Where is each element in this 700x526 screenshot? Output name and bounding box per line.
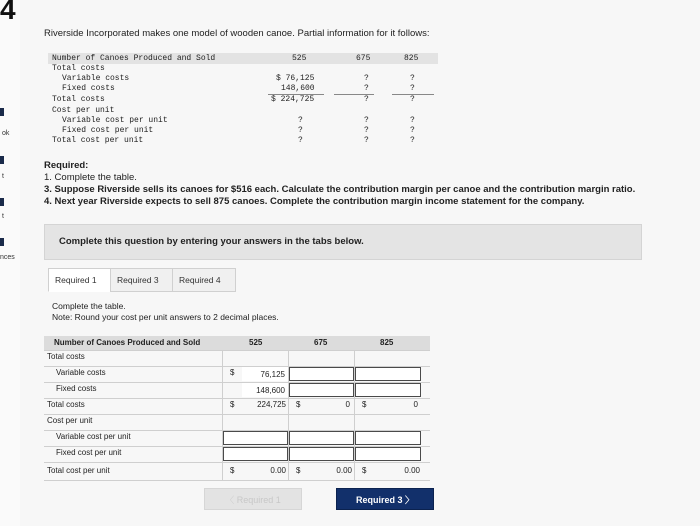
input-fixed-cost-per-unit-825[interactable] xyxy=(355,447,421,461)
prev-required-button[interactable]: 〈 Required 1 xyxy=(204,488,302,510)
input-variable-costs-825[interactable] xyxy=(355,367,421,381)
label-total-cost-per-unit: Total cost per unit xyxy=(47,466,110,475)
input-variable-costs-675[interactable] xyxy=(289,367,354,381)
label-variable-costs: Variable costs xyxy=(56,368,106,377)
input-fixed-costs-675[interactable] xyxy=(289,383,354,397)
currency-symbol: $ xyxy=(296,400,301,409)
strip-marker xyxy=(0,198,4,206)
required-heading: Required: xyxy=(44,160,89,171)
given-cell: ? xyxy=(410,95,415,104)
tab-required-3[interactable]: Required 3 xyxy=(110,268,174,292)
total-costs-825: 0 xyxy=(413,400,418,409)
tab-note xyxy=(52,301,279,323)
tab-required-4[interactable]: Required 4 xyxy=(172,268,236,292)
given-row-label: Variable costs xyxy=(62,74,130,83)
total-cost-per-unit-525: 0.00 xyxy=(270,466,286,475)
given-header-label: Number of Canoes Produced and Sold xyxy=(52,54,216,63)
grid-line xyxy=(44,414,430,415)
currency-symbol: $ xyxy=(362,400,367,409)
input-variable-costs-525[interactable]: 76,125 xyxy=(242,367,288,381)
left-strip xyxy=(0,0,20,526)
total-cost-per-unit-675: 0.00 xyxy=(336,466,352,475)
question-number: 4 xyxy=(0,0,16,25)
given-row-label: Fixed costs xyxy=(62,84,115,93)
given-col-525: 525 xyxy=(292,54,307,63)
total-costs-525: 224,725 xyxy=(257,400,286,409)
total-cost-per-unit-825: 0.00 xyxy=(404,466,420,475)
currency-symbol: $ xyxy=(230,368,235,377)
given-cell: ? xyxy=(364,95,369,104)
answer-header-label: Number of Canoes Produced and Sold xyxy=(54,338,201,347)
next-required-button[interactable]: Required 3 〉 xyxy=(336,488,434,510)
instructions-box xyxy=(44,224,642,260)
input-fixed-cost-per-unit-675[interactable] xyxy=(289,447,354,461)
grid-line xyxy=(44,480,430,481)
answer-col-525: 525 xyxy=(249,338,263,347)
given-cell: ? xyxy=(410,126,415,135)
given-row-label: Cost per unit xyxy=(52,106,115,115)
tab-required-1[interactable]: Required 1 xyxy=(48,268,112,292)
label-total-costs-heading: Total costs xyxy=(47,352,85,361)
required-item-1: 1. Complete the table. xyxy=(44,172,137,183)
given-cell: ? xyxy=(364,84,369,93)
label-total-costs: Total costs xyxy=(47,400,85,409)
strip-label-2[interactable]: t xyxy=(2,213,4,220)
strip-marker xyxy=(0,238,4,246)
strip-label-4[interactable]: nces xyxy=(0,254,15,261)
grid-line xyxy=(44,350,430,351)
label-cost-per-unit: Cost per unit xyxy=(47,416,93,425)
note-line-2: Note: Round your cost per unit answers to 2 decimal places. xyxy=(52,312,279,322)
given-cell: ? xyxy=(298,116,303,125)
underline xyxy=(392,94,434,95)
strip-label-1[interactable]: ok xyxy=(2,130,10,137)
given-cell: ? xyxy=(364,74,369,83)
currency-symbol: $ xyxy=(362,466,367,475)
underline xyxy=(268,94,324,95)
label-fixed-cost-per-unit: Fixed cost per unit xyxy=(56,448,122,457)
given-row-label: Total costs xyxy=(52,95,105,104)
given-col-675: 675 xyxy=(356,54,371,63)
grid-line xyxy=(44,398,430,399)
given-cell: ? xyxy=(364,136,369,145)
given-cell: ? xyxy=(410,116,415,125)
required-item-4: 4. Next year Riverside expects to sell 875 canoes. Complete the contribution margin income statement for the company. xyxy=(44,196,585,207)
input-var-cost-per-unit-525[interactable] xyxy=(223,431,288,445)
given-cell: ? xyxy=(298,126,303,135)
grid-line xyxy=(44,462,430,463)
input-var-cost-per-unit-675[interactable] xyxy=(289,431,354,445)
instructions-text: Complete this question by entering your answers in the tabs below. xyxy=(59,236,364,247)
note-line-1: Complete the table. xyxy=(52,301,126,311)
given-cell: ? xyxy=(364,116,369,125)
given-row-label: Total costs xyxy=(52,64,105,73)
given-cell: ? xyxy=(410,84,415,93)
intro-text: Riverside Incorporated makes one model of wooden canoe. Partial information for it follows: xyxy=(44,28,430,39)
input-var-cost-per-unit-825[interactable] xyxy=(355,431,421,445)
given-cell: ? xyxy=(410,74,415,83)
underline xyxy=(334,94,374,95)
currency-symbol: $ xyxy=(230,466,235,475)
given-row-label: Fixed cost per unit xyxy=(62,126,154,135)
given-cell: ? xyxy=(410,136,415,145)
given-cell: 148,600 xyxy=(281,84,315,93)
strip-marker xyxy=(0,108,4,116)
required-section xyxy=(44,160,635,208)
answer-col-675: 675 xyxy=(314,338,328,347)
answer-col-825: 825 xyxy=(380,338,394,347)
given-row-label: Variable cost per unit xyxy=(62,116,168,125)
given-cell: ? xyxy=(298,136,303,145)
input-fixed-costs-525[interactable]: 148,600 xyxy=(242,383,288,397)
input-fixed-cost-per-unit-525[interactable] xyxy=(223,447,288,461)
strip-label-0[interactable]: t xyxy=(2,173,4,180)
given-row-label: Total cost per unit xyxy=(52,136,144,145)
label-variable-cost-per-unit: Variable cost per unit xyxy=(56,432,131,441)
given-cell: $ 76,125 xyxy=(276,74,315,83)
given-cell: $ 224,725 xyxy=(271,95,315,104)
currency-symbol: $ xyxy=(296,466,301,475)
strip-marker xyxy=(0,156,4,164)
required-item-3: 3. Suppose Riverside sells its canoes for $516 each. Calculate the contribution margin per canoe and the contribution margin ratio. xyxy=(44,184,636,195)
input-fixed-costs-825[interactable] xyxy=(355,383,421,397)
label-fixed-costs: Fixed costs xyxy=(56,384,97,393)
given-col-825: 825 xyxy=(404,54,419,63)
total-costs-675: 0 xyxy=(345,400,350,409)
given-cell: ? xyxy=(364,126,369,135)
currency-symbol: $ xyxy=(230,400,235,409)
